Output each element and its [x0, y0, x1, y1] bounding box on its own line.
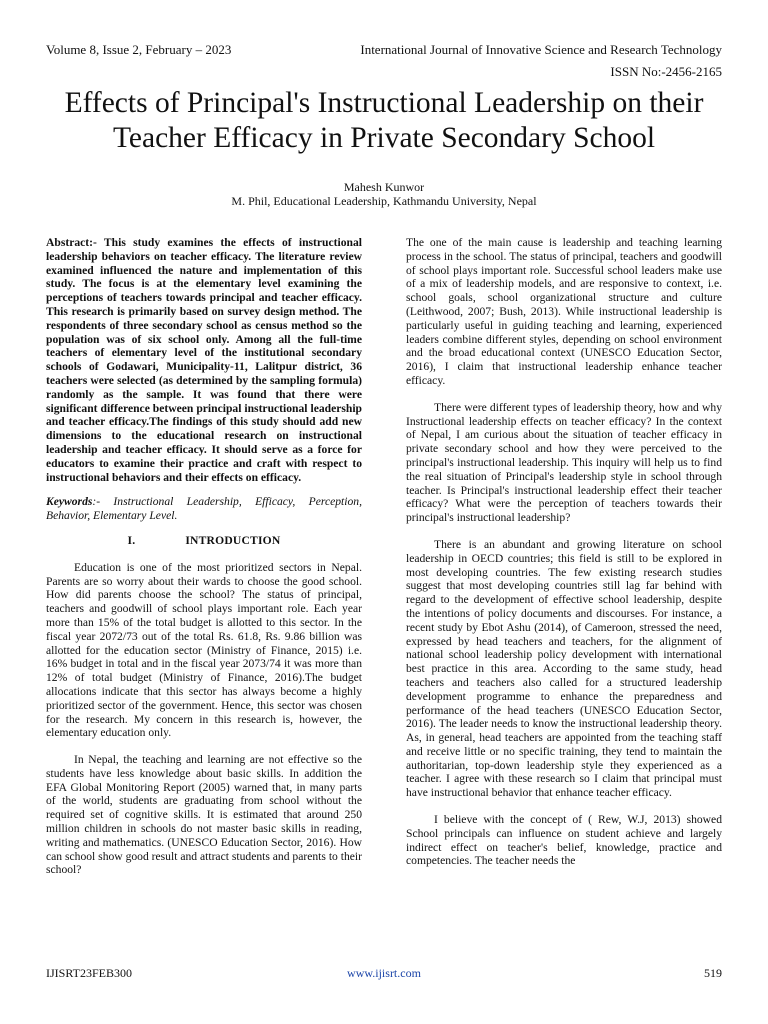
right-paragraph-1: The one of the main cause is leadership and teaching learning process in the school. The status of principal, teachers and goodwill of school plays important role. Successful school leaders make use of a mix of leadership models, and are responsive to context, i.e. school goals, school organizational structure and culture (Leithwood, 2007; Bush, 2013). While instructional leadership is particularly useful in guiding teaching and learning, experienced leaders combine different styles, depending on school environment and the broad educational context (UNESCO Education Sector, 2016), I claim that instructional leadership enhance teacher efficacy. [406, 236, 722, 387]
keywords [46, 495, 362, 523]
paper-title: Effects of Principal's Instructional Leadership on their Teacher Efficacy in Private Secondary School [64, 87, 704, 154]
abstract: Abstract:- This study examines the effects of instructional leadership behaviors on teacher efficacy. The literature review examined influenced the nature and implementation of this study. The focus is at the elementary level examining the perceptions of teachers towards principal and teacher efficacy. This research is primarily based on survey design method. The respondents of three secondary school as census method so the population was of six school only. Among all the full-time teachers of elementary level of the institutional secondary schools of Godawari, Municipality-11, Lalitpur district, 36 teachers were selected (as determined by the sampling formula) randomly as the sample. It was found that there were significant difference between principal instructional leadership and teacher efficacy.The findings of this study should add new dimensions to the educational research on instructional leadership and teacher efficacy. It should serve as a force for educators to examine their practice and craft with respect to instructional behaviors and their effects on efficacy. [46, 236, 362, 484]
right-column [406, 236, 722, 868]
section-title: INTRODUCTION [185, 533, 281, 547]
author-affiliation: M. Phil, Educational Leadership, Kathmandu University, Nepal [231, 194, 537, 208]
left-column [46, 236, 362, 877]
author-name: Mahesh Kunwor [343, 180, 425, 194]
right-paragraph-3: There is an abundant and growing literature on school leadership in OECD countries; this field is still to be explored in most developing countries. The few existing research studies suggest that most developing countries still lag far behind with regard to the development of effective school leadership, despite the intentions of policy documents and discourses. For instance, a recent study by Ebot Ashu (2014), of Cameroon, stressed the need, expressed by head teachers and teachers, for the alignment of national school leadership policy development with international best practice in this area. According to the same study, head teachers and teachers also called for a structured leadership development programme to enhance the preparedness and performance of the head teachers (UNESCO Education Sector, 2016). The leader needs to know the instructional leadership theory. As, in general, head teachers are appointed from the teaching staff and receive little or no specific training, they tend to maintain the authoritarian, top-down leadership style they experienced as a teacher. I agree with these research so I claim that principal must have instructional behavior that enhance teacher efficacy. [406, 537, 722, 800]
header-journal: International Journal of Innovative Science and Research Technology [360, 42, 722, 57]
keywords-label: Keywords [46, 495, 93, 509]
left-paragraph-2: In Nepal, the teaching and learning are not effective so the students have less knowledge about basic skills. In addition the EFA Global Monitoring Report (2005) warned that, in many parts of the world, students are graduating from school without the required set of cognitive skills. It is estimated that around 250 million children in schools do not master basic skills in reading, writing and mathematics. (UNESCO Education Sector, 2016). How can school show good result and attract students and parents to their school? [46, 753, 362, 877]
keywords-text: :- Instructional Leadership, Efficacy, Perception, Behavior, Elementary Level. [46, 495, 362, 523]
section-number: I. [127, 533, 136, 547]
right-paragraph-2: There were different types of leadership theory, how and why Instructional leadership effects on teacher efficacy? In the context of Nepal, I am curious about the situation of teacher efficacy in private secondary school and how they were perceived to the principal's instructional leadership. This inquiry will help us to find the real situation of Principal's leadership style in school through teacher. Is Principal's instructional leadership effect their teacher efficacy? What were the perception of teachers towards their principal's instructional leadership? [406, 400, 722, 525]
footer-page-number: 519 [704, 966, 722, 980]
header-volume: Volume 8, Issue 2, February – 2023 [46, 42, 232, 57]
left-paragraph-1: Education is one of the most prioritized sectors in Nepal. Parents are so worry about their wards to choose the good school. How did parents choose the school? The status of principal, teachers and goodwill of school plays important role. Each year more than 15% of the total budget is allotted to this sector. In the fiscal year 2072/73 out of the total Rs. 61.8, Rs. 9.86 billion was allotted for the education sector (Ministry of Finance, 2015) i.e. 16% budget in total and in the fiscal year 2073/74 it was more than 12% of total budget (Ministry of Finance, 2016).The budget allocations indicate that this sector has always become a highly prioritized sector of the government. Hence, this sector was chosen for the research. My concern in this research is, however, the elementary education only. [46, 560, 362, 740]
footer-paper-id: IJISRT23FEB300 [46, 966, 132, 980]
header-issn: ISSN No:-2456-2165 [610, 64, 722, 79]
right-paragraph-4: I believe with the concept of ( Rew, W.J, 2013) showed School principals can influence on student achieve and largely indirect effect on teacher's belief, knowledge, practice and competencies. The teacher needs the [406, 813, 722, 868]
footer-website-link[interactable]: www.ijisrt.com [347, 966, 421, 980]
section-heading [46, 534, 362, 548]
